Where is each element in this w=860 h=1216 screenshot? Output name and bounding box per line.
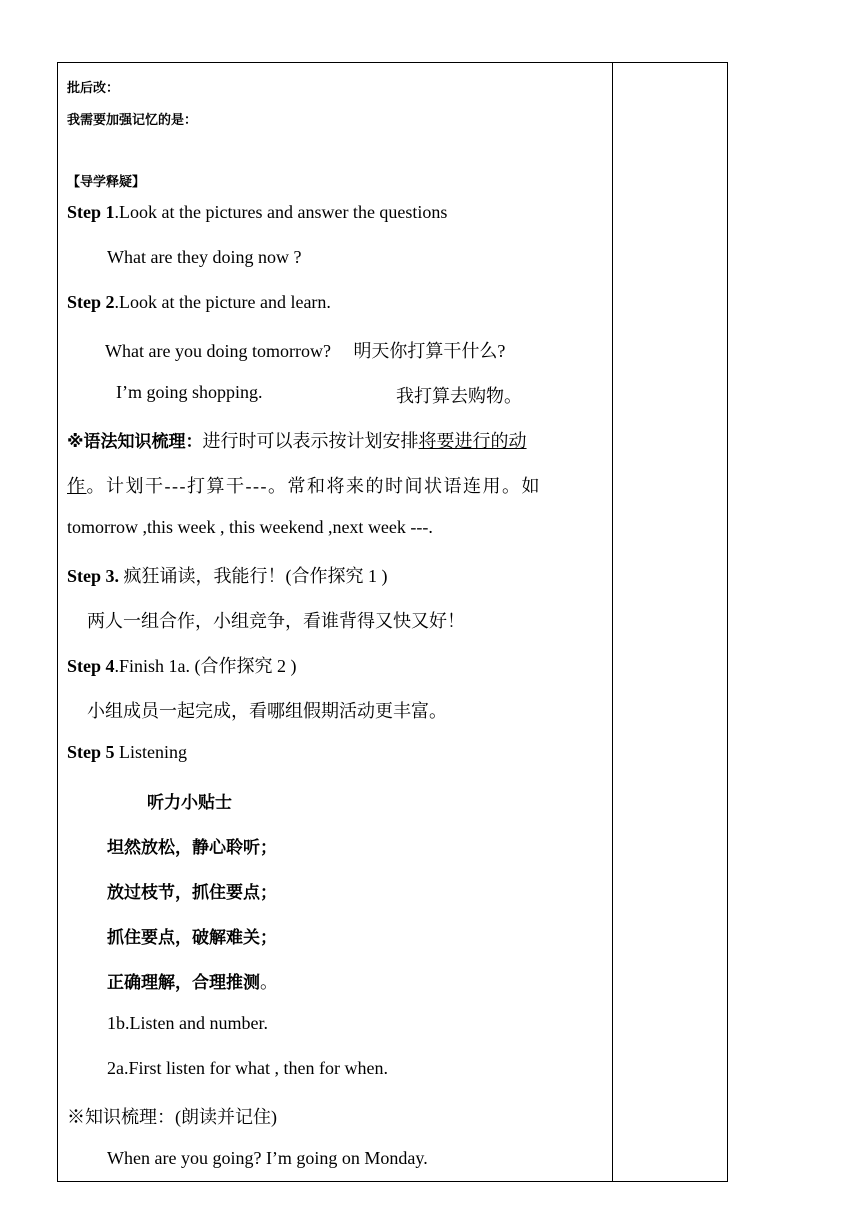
step3-text: 疯狂诵读，我能行！(合作探究 1 ): [119, 566, 388, 586]
grammar-line1: [67, 427, 527, 453]
task-2a: 2a.First listen for what , then for when.: [107, 1058, 388, 1078]
step4-label: Step 4: [67, 656, 115, 676]
tip-4-end: 。: [260, 972, 278, 992]
header-review-note: 批后改：: [67, 81, 120, 96]
step4-text: .Finish 1a. (合作探究 2 ): [114, 656, 297, 676]
tip-4: [107, 968, 278, 994]
knowledge-sentence: When are you going? I’m going on Monday.: [107, 1148, 428, 1168]
example2-cn: 我打算去购物。: [396, 386, 522, 406]
task-1b: 1b.Listen and number.: [107, 1013, 268, 1033]
header-memory-note: 我需要加强记忆的是：: [67, 113, 198, 128]
step2-label: Step 2: [67, 292, 115, 312]
step3-line: [67, 562, 388, 588]
step4-line: [67, 652, 297, 678]
step2-example1: [105, 337, 505, 363]
example1-en: What are you doing tomorrow?: [105, 341, 331, 361]
worksheet-table: [57, 62, 728, 1182]
grammar-underlined2: 作: [67, 476, 87, 496]
tip-3: 抓住要点，破解难关；: [107, 928, 277, 948]
column-divider: [612, 63, 613, 1181]
step3-label: Step 3.: [67, 566, 120, 586]
grammar-label: ※语法知识梳理：: [67, 432, 203, 452]
step2-line: [67, 292, 331, 313]
grammar-text2: 。计划干---打算干---。常和将来的时间状语连用。如: [86, 476, 541, 496]
tip-4-text: 正确理解，合理推测: [107, 973, 260, 993]
step4-note: 小组成员一起完成，看哪组假期活动更丰富。: [87, 701, 447, 721]
section-title: 【导学释疑】: [67, 175, 146, 190]
grammar-line2: [67, 472, 541, 498]
tip-1: 坦然放松，静心聆听；: [107, 838, 277, 858]
step1-label: Step 1: [67, 202, 115, 222]
example1-cn: 明天你打算干什么?: [353, 341, 506, 361]
step5-label: Step 5: [67, 742, 115, 762]
step1-question: What are they doing now ?: [107, 247, 302, 267]
step2-example2: [116, 382, 263, 403]
example2-en: I’m going shopping.: [116, 382, 263, 402]
grammar-text1: 进行时可以表示按计划安排: [202, 431, 419, 451]
step5-line: [67, 742, 187, 763]
step1-line: [67, 202, 447, 223]
grammar-line3: tomorrow ,this week , this weekend ,next week ---.: [67, 517, 433, 537]
tip-2: 放过枝节，抓住要点；: [107, 883, 277, 903]
step2-text: .Look at the picture and learn.: [114, 292, 331, 312]
grammar-underlined1: 将要进行的动: [418, 431, 527, 451]
step1-text: .Look at the pictures and answer the questions: [114, 202, 448, 222]
tips-title: 听力小贴士: [147, 793, 232, 813]
step3-note: 两人一组合作，小组竞争，看谁背得又快又好！: [87, 611, 465, 631]
knowledge-label: ※知识梳理：(朗读并记住): [67, 1107, 277, 1127]
step5-text: Listening: [114, 742, 188, 762]
